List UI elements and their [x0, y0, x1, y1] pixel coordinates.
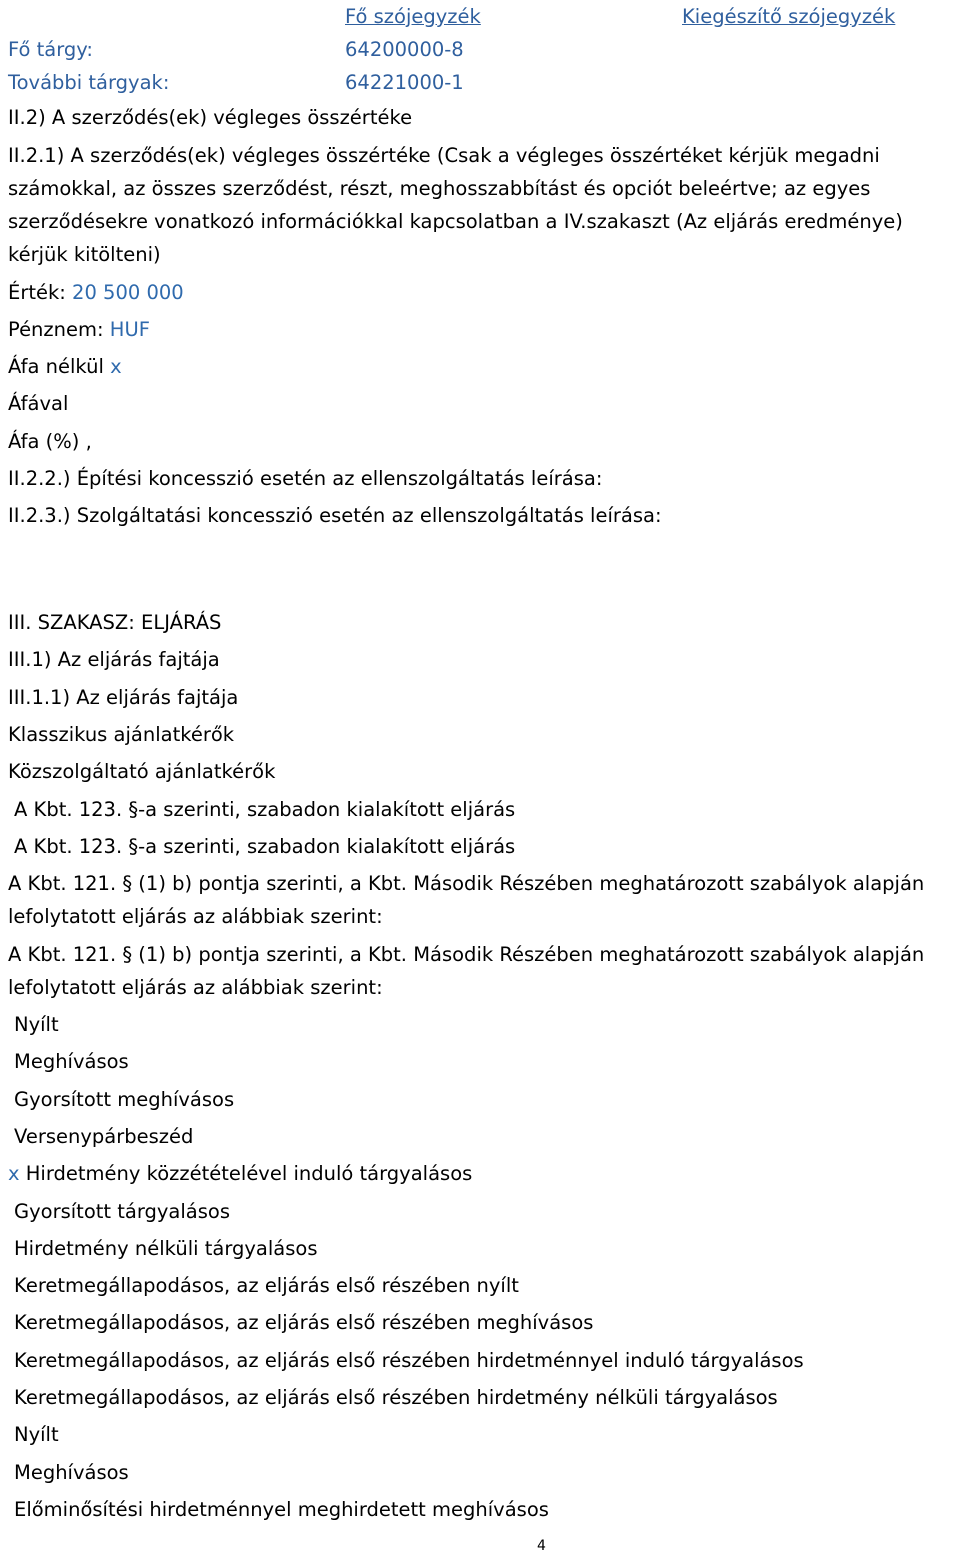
- main-subject-label: Fő tárgy:: [8, 38, 93, 61]
- procedure-label: Keretmegállapodásos, az eljárás első részében nyílt: [14, 1274, 519, 1297]
- vat-excluded-label: Áfa nélkül: [8, 355, 104, 378]
- contracting-utility: Közszolgáltató ajánlatkérők: [8, 760, 276, 783]
- procedure-option: [14, 1200, 230, 1224]
- kbt123-option: A Kbt. 123. §-a szerinti, szabadon kialakított eljárás: [14, 798, 516, 821]
- procedure-option: [14, 1498, 549, 1522]
- section-2-2-2: II.2.2.) Építési koncesszió esetén az ellenszolgáltatás leírása:: [8, 467, 603, 490]
- kbt121-option-line: A Kbt. 121. § (1) b) pontja szerinti, a Kbt. Második Részében meghatározott szabályok alapján: [8, 872, 925, 895]
- vat-excluded-row: [8, 355, 122, 379]
- supplementary-dictionary-link[interactable]: Kiegészítő szójegyzék: [682, 5, 896, 28]
- procedure-label: Keretmegállapodásos, az eljárás első részében meghívásos: [14, 1311, 594, 1334]
- currency-label: Pénznem:: [8, 318, 104, 341]
- procedure-mark: x: [8, 1162, 20, 1185]
- section-2-2-3: II.2.3.) Szolgáltatási koncesszió esetén az ellenszolgáltatás leírása:: [8, 504, 662, 527]
- procedure-label: Előminősítési hirdetménnyel meghirdetett meghívásos: [14, 1498, 549, 1521]
- procedure-option: [14, 1050, 129, 1074]
- procedure-option-selected: [8, 1162, 472, 1186]
- procedure-label: Meghívásos: [14, 1050, 129, 1073]
- kbt123-option: A Kbt. 123. §-a szerinti, szabadon kialakított eljárás: [14, 835, 516, 858]
- value-row: [8, 281, 184, 305]
- section-2-2-1-line: szerződésekre vonatkozó információkkal kapcsolatban a IV.szakaszt (Az eljárás eredménye): [8, 210, 903, 233]
- procedure-option: [14, 1013, 59, 1037]
- procedure-option: [14, 1349, 804, 1373]
- procedure-label: Meghívásos: [14, 1461, 129, 1484]
- procedure-label: Gyorsított meghívásos: [14, 1088, 235, 1111]
- vat-included-label: Áfával: [8, 392, 69, 415]
- procedure-option: [14, 1088, 234, 1112]
- section-2-2-1-line: kérjük kitölteni): [8, 243, 161, 266]
- procedure-label: Hirdetmény közzétételével induló tárgyalásos: [25, 1162, 473, 1185]
- vat-excluded-mark: x: [110, 355, 122, 378]
- procedure-option: [14, 1423, 59, 1447]
- procedure-option: [14, 1125, 193, 1149]
- currency-value: HUF: [109, 318, 150, 341]
- currency-row: [8, 318, 150, 342]
- page-number: 4: [537, 1538, 546, 1554]
- section-3-1: III.1) Az eljárás fajtája: [8, 648, 220, 671]
- value-amount: 20 500 000: [72, 281, 184, 304]
- kbt121-option-line: lefolytatott eljárás az alábbiak szerint:: [8, 976, 383, 999]
- procedure-label: Nyílt: [14, 1013, 59, 1036]
- procedure-option: [14, 1461, 129, 1485]
- procedure-label: Nyílt: [14, 1423, 59, 1446]
- procedure-label: Hirdetmény nélküli tárgyalásos: [14, 1237, 318, 1260]
- section-3-1-1: III.1.1) Az eljárás fajtája: [8, 686, 239, 709]
- other-subjects-label: További tárgyak:: [8, 71, 170, 94]
- procedure-label: Gyorsított tárgyalásos: [14, 1200, 230, 1223]
- kbt121-option-line: lefolytatott eljárás az alábbiak szerint:: [8, 905, 383, 928]
- vat-rate-label: Áfa (%) ,: [8, 430, 92, 453]
- section-2-2-1-line: II.2.1) A szerződés(ek) végleges összértéke (Csak a végleges összértéket kérjük megadni: [8, 144, 880, 167]
- procedure-label: Keretmegállapodásos, az eljárás első részében hirdetmény nélküli tárgyalásos: [14, 1386, 778, 1409]
- section-2-2-1-line: számokkal, az összes szerződést, részt, meghosszabbítást és opciót beleértve; az egyes: [8, 177, 871, 200]
- kbt121-option-line: A Kbt. 121. § (1) b) pontja szerinti, a Kbt. Második Részében meghatározott szabályok alapján: [8, 943, 925, 966]
- procedure-label: Keretmegállapodásos, az eljárás első részében hirdetménnyel induló tárgyalásos: [14, 1349, 804, 1372]
- other-subjects-value: 64221000-1: [345, 71, 464, 94]
- main-subject-value: 64200000-8: [345, 38, 464, 61]
- procedure-option: [14, 1386, 778, 1410]
- section-2-2-heading: II.2) A szerződés(ek) végleges összértéke: [8, 106, 413, 129]
- procedure-label: Versenypárbeszéd: [14, 1125, 194, 1148]
- value-label: Érték:: [8, 281, 66, 304]
- main-dictionary-link[interactable]: Fő szójegyzék: [345, 5, 481, 28]
- section-3-heading: III. SZAKASZ: ELJÁRÁS: [8, 611, 222, 634]
- contracting-classic: Klasszikus ajánlatkérők: [8, 723, 235, 746]
- procedure-option: [14, 1237, 317, 1261]
- procedure-option: [14, 1311, 593, 1335]
- procedure-option: [14, 1274, 519, 1298]
